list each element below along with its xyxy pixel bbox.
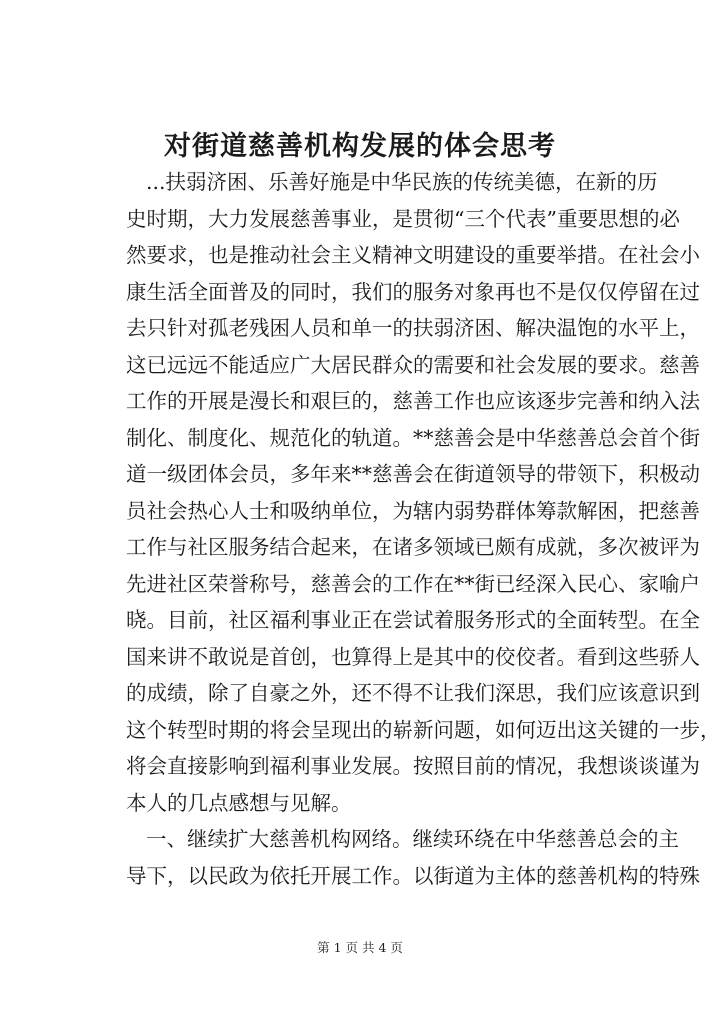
text-line: 去只针对孤老残困人员和单一的扶弱济困、解决温饱的水平上， (126, 316, 700, 340)
text-line: 史时期，大力发展慈善事业，是贯彻“三个代表”重要思想的必 (126, 206, 680, 231)
document-title: 对街道慈善机构发展的体会思考 (164, 131, 556, 162)
document-body (126, 164, 721, 894)
text-line: 晓。目前，社区福利事业正在尝试着服务形式的全面转型。在全 (126, 608, 700, 632)
text-line: 的成绩，除了自豪之外，还不得不让我们深思，我们应该意识到 (126, 681, 700, 705)
text-line: 康生活全面普及的同时，我们的服务对象再也不是仅仅停留在过 (126, 279, 700, 304)
page-number: 第 1 页 共 4 页 (317, 940, 403, 955)
text-line: 一、继续扩大慈善机构网络。继续环绕在中华慈善总会的主 (146, 827, 679, 851)
text-line: 这已远远不能适应广大居民群众的需要和社会发展的要求。慈善 (126, 352, 700, 377)
text-line: 这个转型时期的将会呈现出的崭新问题，如何迈出这关键的一步， (126, 717, 721, 742)
text-line: ...扶弱济困、乐善好施是中华民族的传统美德，在新的历 (146, 170, 658, 194)
text-line: 员社会热心人士和吸纳单位，为辖内弱势群体筹款解困，把慈善 (126, 498, 700, 523)
text-line: 然要求，也是推动社会主义精神文明建设的重要举措。在社会小 (126, 243, 700, 267)
text-line: 导下，以民政为依托开展工作。以街道为主体的慈善机构的特殊 (126, 863, 700, 888)
text-line: 工作与社区服务结合起来，在诸多领域已颇有成就，多次被评为 (126, 535, 700, 559)
text-line: 国来讲不敢说是首创，也算得上是其中的佼佼者。看到这些骄人 (126, 644, 700, 669)
text-line: 工作的开展是漫长和艰巨的，慈善工作也应该逐步完善和纳入法 (126, 389, 700, 413)
text-line: 本人的几点感想与见解。 (126, 790, 352, 815)
text-line: 将会直接影响到福利事业发展。按照目前的情况，我想谈谈谨为 (126, 754, 700, 778)
text-line: 先进社区荣誉称号，慈善会的工作在**街已经深入民心、家喻户 (126, 571, 700, 596)
text-line: 制化、制度化、规范化的轨道。**慈善会是中华慈善总会首个街 (126, 425, 700, 450)
text-line: 道一级团体会员，多年来**慈善会在街道领导的带领下，积极动 (126, 462, 700, 486)
